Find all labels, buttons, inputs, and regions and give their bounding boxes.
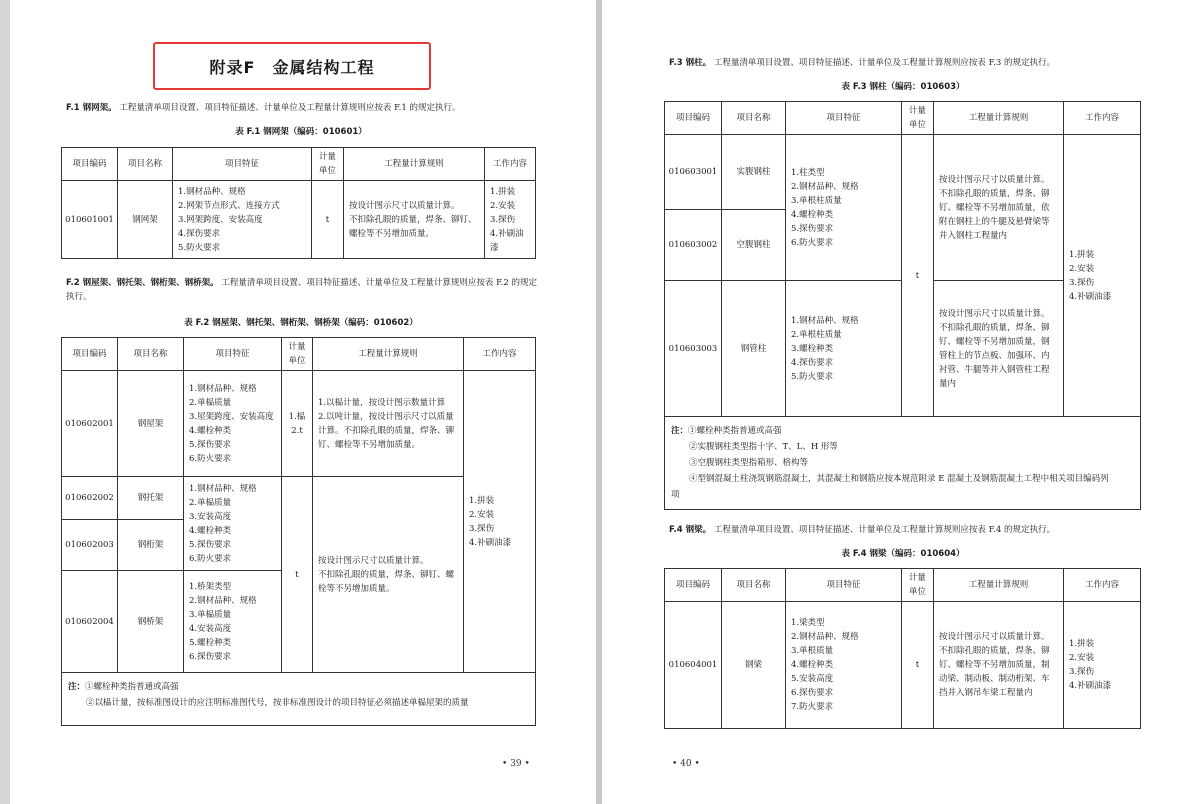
cell-unit: 1.榀 2.t bbox=[282, 371, 313, 477]
f3-text: 工程量清单项目设置、项目特征描述、计量单位及工程量计算规则应按表 F.3 的规定执行。 bbox=[713, 58, 1055, 68]
table-header-row bbox=[665, 102, 1141, 135]
table-header-row bbox=[62, 338, 536, 371]
cell-name: 钢桁架 bbox=[118, 520, 184, 571]
table-header-row bbox=[665, 569, 1141, 602]
cell-features: 1.钢材品种、规格 2.单榀质量 3.屋架跨度、安装高度 4.螺栓种类 5.探伤要求 6.防火要求 bbox=[184, 371, 282, 477]
f4-paragraph bbox=[669, 523, 1179, 537]
cell-features: 1.钢材品种、规格 2.单根柱质量 3.螺栓种类 4.探伤要求 5.防火要求 bbox=[786, 281, 902, 417]
table-header-row bbox=[62, 148, 536, 181]
f2-paragraph bbox=[66, 276, 544, 304]
header-name: 项目名称 bbox=[118, 148, 173, 181]
header-unit: 计量单位 bbox=[312, 148, 344, 181]
cell-code: 010604001 bbox=[665, 602, 722, 729]
table-f3 bbox=[664, 101, 1141, 510]
cell-features: 1.梁类型 2.钢材品种、规格 3.单根质量 4.螺栓种类 5.安装高度 6.探伤要求 7.防火要求 bbox=[786, 602, 902, 729]
f4-text: 工程量清单项目设置、项目特征描述、计量单位及工程量计算规则应按表 F.4 的规定执行。 bbox=[713, 525, 1055, 535]
cell-code: 010602001 bbox=[62, 371, 118, 477]
table-row bbox=[62, 371, 536, 477]
header-work: 工作内容 bbox=[485, 148, 536, 181]
cell-code: 010603002 bbox=[665, 210, 722, 281]
cell-name: 钢屋架 bbox=[118, 371, 184, 477]
header-features: 项目特征 bbox=[173, 148, 312, 181]
cell-code: 010603001 bbox=[665, 135, 722, 210]
header-unit: 计量单位 bbox=[902, 569, 934, 602]
header-rule: 工程量计算规则 bbox=[934, 102, 1064, 135]
header-features: 项目特征 bbox=[786, 569, 902, 602]
cell-work: 1.拼装 2.安装 3.探伤 4.补刷油漆 bbox=[464, 371, 536, 673]
cell-unit: t bbox=[902, 135, 934, 417]
cell-rule: 按设计图示尺寸以质量计算。 不扣除孔眼的质量，焊条、铆 钉、螺栓等不另增加质量，依 附在钢柱上的牛腿及悬臂梁等 并入钢柱工程量内 bbox=[934, 135, 1064, 281]
header-features: 项目特征 bbox=[786, 102, 902, 135]
cell-work: 1.拼装 2.安装 3.探伤 4.补刷油漆 bbox=[485, 181, 536, 259]
f4-heading: F.4 钢梁。 bbox=[669, 525, 712, 535]
header-name: 项目名称 bbox=[722, 569, 786, 602]
note-4: ④型钢混凝土柱浇筑钢筋混凝土，其混凝土和钢筋应按本规范附录 E 混凝土及钢筋混凝土工程中相关项目编码列 bbox=[689, 474, 1109, 484]
header-unit: 计量单位 bbox=[282, 338, 313, 371]
cell-name: 实腹钢柱 bbox=[722, 135, 786, 210]
cell-name: 钢桥架 bbox=[118, 571, 184, 673]
f4-caption: 表 F.4 钢梁（编码：010604） bbox=[841, 549, 965, 559]
header-code: 项目编码 bbox=[665, 569, 722, 602]
cell-rule: 按设计图示尺寸以质量计算。 不扣除孔眼的质量，焊条、铆钉、螺 栓等不另增加质量。 bbox=[313, 477, 464, 673]
appendix-title: 附录F 金属结构工程 bbox=[209, 57, 375, 77]
table-row bbox=[665, 135, 1141, 210]
f3-paragraph bbox=[669, 56, 1179, 70]
table-row bbox=[62, 181, 536, 259]
cell-unit: t bbox=[312, 181, 344, 259]
table-note bbox=[665, 417, 1141, 510]
cell-name: 钢梁 bbox=[722, 602, 786, 729]
cell-features: 1.桥架类型 2.钢材品种、规格 3.单榀质量 4.安装高度 5.螺栓种类 6.探伤要求 bbox=[184, 571, 282, 673]
page-40[interactable] bbox=[602, 0, 1192, 804]
f1-paragraph bbox=[66, 101, 576, 115]
f2-caption: 表 F.2 钢屋架、钢托架、钢桁架、钢桥架（编码：010602） bbox=[184, 318, 418, 328]
table-note-row bbox=[62, 673, 536, 726]
cell-features: 1.钢材品种、规格 2.网架节点形式、连接方式 3.网架跨度、安装高度 4.探伤要求 5.防火要求 bbox=[173, 181, 312, 259]
appendix-title-highlight bbox=[153, 42, 431, 90]
f3-heading: F.3 钢柱。 bbox=[669, 58, 712, 68]
cell-rule: 1.以榀计量，按设计图示数量计算 2.以吨计量，按设计图示尺寸以质量 计算。不扣除孔眼的质量，焊条、铆 钉、螺栓等不另增加质量。 bbox=[313, 371, 464, 477]
f3-caption: 表 F.3 钢柱（编码：010603） bbox=[841, 82, 965, 92]
page-number: • 40 • bbox=[672, 759, 700, 769]
page-39[interactable] bbox=[10, 0, 596, 804]
cell-code: 010602004 bbox=[62, 571, 118, 673]
note-1: ①螺栓种类指普通或高强 bbox=[688, 426, 782, 436]
viewer-gutter bbox=[0, 0, 10, 804]
note-3: ③空腹钢柱类型指箱形、格构等 bbox=[689, 458, 809, 468]
table-f1 bbox=[61, 147, 536, 259]
header-work: 工作内容 bbox=[1064, 102, 1141, 135]
cell-code: 010601001 bbox=[62, 181, 118, 259]
cell-work: 1.拼装 2.安装 3.探伤 4.补刷油漆 bbox=[1064, 602, 1141, 729]
cell-features: 1.柱类型 2.钢材品种、规格 3.单根柱质量 4.螺栓种类 5.探伤要求 6.防火要求 bbox=[786, 135, 902, 281]
cell-name: 钢网架 bbox=[118, 181, 173, 259]
cell-unit: t bbox=[282, 477, 313, 673]
cell-code: 010603003 bbox=[665, 281, 722, 417]
note-2: ②以榀计量，按标准图设计的应注明标准图代号，按非标准图设计的项目特征必须描述单榀屋架的质量 bbox=[86, 698, 469, 708]
cell-rule: 按设计图示尺寸以质量计算。 不扣除孔眼的质量，焊条、铆 钉、螺栓等不另增加质量，钢 管柱上的节点板、加强环、内 衬管、牛腿等并入钢管柱工程 量内 bbox=[934, 281, 1064, 417]
page-number: • 39 • bbox=[502, 759, 530, 769]
header-code: 项目编码 bbox=[665, 102, 722, 135]
header-code: 项目编码 bbox=[62, 148, 118, 181]
cell-rule: 按设计图示尺寸以质量计算。 不扣除孔眼的质量，焊条、铆钉、 螺栓等不另增加质量。 bbox=[344, 181, 485, 259]
table-f2 bbox=[61, 337, 536, 726]
header-rule: 工程量计算规则 bbox=[934, 569, 1064, 602]
cell-features: 1.钢材品种、规格 2.单榀质量 3.安装高度 4.螺栓种类 5.探伤要求 6.防火要求 bbox=[184, 477, 282, 571]
header-rule: 工程量计算规则 bbox=[344, 148, 485, 181]
note-1: ①螺栓种类指普通或高强 bbox=[85, 682, 179, 692]
cell-name: 钢管柱 bbox=[722, 281, 786, 417]
header-code: 项目编码 bbox=[62, 338, 118, 371]
f1-heading: F.1 钢网架。 bbox=[66, 103, 117, 113]
header-work: 工作内容 bbox=[1064, 569, 1141, 602]
note-label: 注： bbox=[671, 426, 689, 436]
header-name: 项目名称 bbox=[118, 338, 184, 371]
table-row bbox=[665, 602, 1141, 729]
header-rule: 工程量计算规则 bbox=[313, 338, 464, 371]
cell-work: 1.拼装 2.安装 3.探伤 4.补刷油漆 bbox=[1064, 135, 1141, 417]
cell-code: 010602002 bbox=[62, 477, 118, 520]
header-work: 工作内容 bbox=[464, 338, 536, 371]
note-2: ②实腹钢柱类型指十字、T、L、H 形等 bbox=[689, 442, 838, 452]
f2-heading: F.2 钢屋架、钢托架、钢桁架、钢桥架。 bbox=[66, 278, 219, 288]
f2-text: 工程量清单项目设置、项目特征描述、计量单位及工程量计算规则应按表 F.2 的规定执行。 bbox=[66, 278, 537, 302]
cell-rule: 按设计图示尺寸以质量计算。 不扣除孔眼的质量，焊条、铆 钉、螺栓等不另增加质量，制 动梁、制动板、制动桁架、车 挡并入钢吊车梁工程量内 bbox=[934, 602, 1064, 729]
cell-code: 010602003 bbox=[62, 520, 118, 571]
table-note-row bbox=[665, 417, 1141, 510]
cell-name: 钢托架 bbox=[118, 477, 184, 520]
header-unit: 计量单位 bbox=[902, 102, 934, 135]
header-features: 项目特征 bbox=[184, 338, 282, 371]
header-name: 项目名称 bbox=[722, 102, 786, 135]
cell-unit: t bbox=[902, 602, 934, 729]
note-label: 注： bbox=[68, 682, 86, 692]
table-note bbox=[62, 673, 536, 726]
table-f4 bbox=[664, 568, 1141, 729]
f1-text: 工程量清单项目设置、项目特征描述、计量单位及工程量计算规则应按表 F.1 的规定执行。 bbox=[119, 103, 461, 113]
cell-name: 空腹钢柱 bbox=[722, 210, 786, 281]
f1-caption: 表 F.1 钢网架（编码：010601） bbox=[235, 127, 367, 137]
note-4-cont: 项 bbox=[671, 490, 680, 500]
